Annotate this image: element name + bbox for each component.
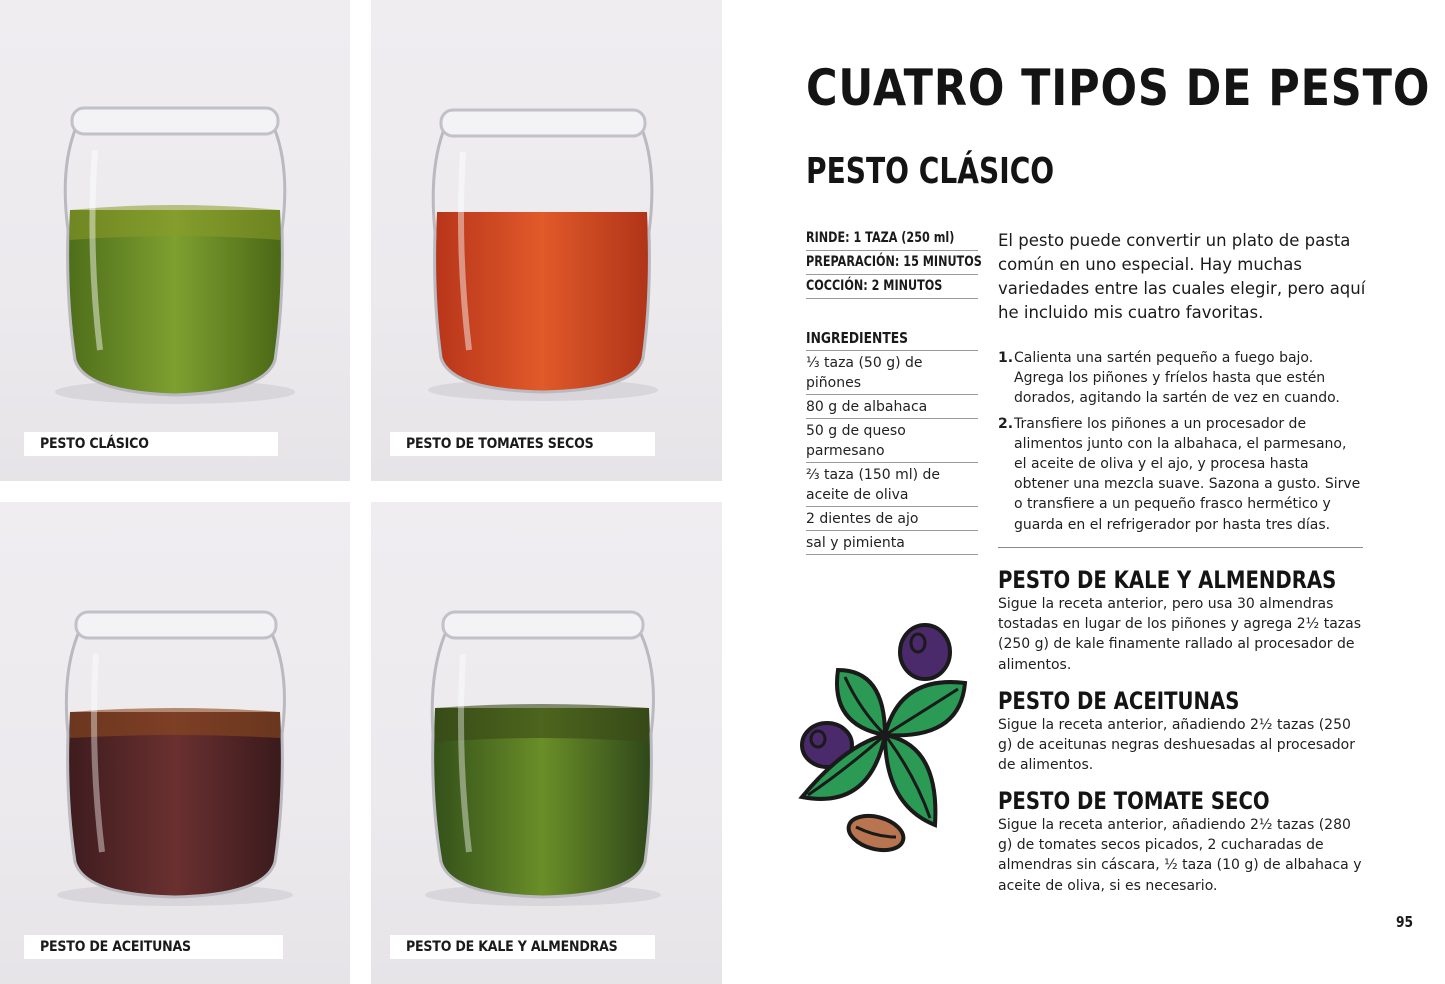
step-number: 2. bbox=[998, 415, 1014, 432]
step-item bbox=[998, 414, 1363, 535]
basil-olive-illustration bbox=[790, 615, 975, 855]
almond-icon bbox=[845, 810, 907, 855]
jar-kale-pesto bbox=[371, 502, 722, 984]
meta-prep-time: PREPARACIÓN: 15 MINUTOS bbox=[806, 251, 978, 275]
variant-text: Sigue la receta anterior, pero usa 30 almendras tostadas en lugar de los piñones y agrega 2½ tazas (250 g) de kale finamente rallado al procesador de alimentos. bbox=[998, 596, 1361, 673]
ingredient-item: 50 g de queso parmesano bbox=[806, 419, 978, 463]
caption-tomato-pesto: PESTO DE TOMATES SECOS bbox=[390, 432, 655, 456]
jar-olive-pesto bbox=[0, 502, 350, 984]
variant-title: PESTO DE KALE Y ALMENDRAS bbox=[998, 566, 1337, 594]
photo-kale-pesto bbox=[371, 502, 722, 984]
method-steps bbox=[998, 348, 1363, 540]
page-number: 95 bbox=[1396, 913, 1414, 931]
photo-classic-pesto bbox=[0, 0, 350, 481]
variant-text: Sigue la receta anterior, añadiendo 2½ tazas (280 g) de tomates secos picados, 2 cucharadas de almendras sin cáscara, ½ taza (10 g) de albahaca y aceite de oliva, si es necesario. bbox=[998, 817, 1362, 894]
olive-icon bbox=[900, 625, 950, 679]
meta-cook-time: COCCIÓN: 2 MINUTOS bbox=[806, 275, 978, 299]
variant-title: PESTO DE TOMATE SECO bbox=[998, 787, 1270, 815]
variant-olive bbox=[998, 687, 1368, 776]
photo-olive-pesto bbox=[0, 502, 350, 984]
caption-classic-pesto: PESTO CLÁSICO bbox=[24, 432, 278, 456]
photo-tomato-pesto bbox=[371, 0, 722, 481]
caption-olive-pesto: PESTO DE ACEITUNAS bbox=[24, 935, 283, 959]
jar-tomato-pesto bbox=[371, 0, 722, 481]
ingredient-item: 80 g de albahaca bbox=[806, 395, 978, 419]
intro-paragraph: El pesto puede convertir un plato de pasta común en uno especial. Hay muchas variedades entre las cuales elegir, pero aquí he incluido mis cuatro favoritas. bbox=[998, 231, 1366, 322]
ingredient-item: ⅔ taza (150 ml) de aceite de oliva bbox=[806, 463, 978, 507]
ingredient-item: 2 dientes de ajo bbox=[806, 507, 978, 531]
variant-text: Sigue la receta anterior, añadiendo 2½ tazas (250 g) de aceitunas negras deshuesadas al procesador de alimentos. bbox=[998, 717, 1355, 774]
page-title: CUATRO TIPOS DE PESTO bbox=[806, 59, 1431, 117]
section-divider bbox=[998, 547, 1363, 548]
ingredient-item: ⅓ taza (50 g) de piñones bbox=[806, 351, 978, 395]
meta-yield: RINDE: 1 TAZA (250 ml) bbox=[806, 227, 978, 251]
recipe-title: PESTO CLÁSICO bbox=[806, 151, 1055, 192]
step-text: Transfiere los piñones a un procesador de alimentos junto con la albahaca, el parmesano, el aceite de oliva y el ajo, y procesa hasta obtener una mezcla suave. Sazona a gusto. Sirve o transfiere a un pequeño frasco hermético y guarda en el refrigerador por hasta tres días. bbox=[1014, 415, 1361, 533]
variant-kale bbox=[998, 566, 1368, 675]
step-item bbox=[998, 348, 1363, 409]
step-text: Calienta una sartén pequeño a fuego bajo. Agrega los piñones y fríelos hasta que estén dorados, agitando la sartén de vez en cuando. bbox=[1014, 350, 1340, 407]
step-number: 1. bbox=[998, 350, 1014, 366]
ingredients-heading: INGREDIENTES bbox=[806, 329, 908, 347]
caption-kale-pesto: PESTO DE KALE Y ALMENDRAS bbox=[390, 935, 655, 959]
ingredient-item: sal y pimienta bbox=[806, 531, 978, 555]
recipe-meta bbox=[806, 227, 982, 299]
variant-title: PESTO DE ACEITUNAS bbox=[998, 687, 1240, 715]
ingredients-list bbox=[806, 350, 978, 555]
variant-sundried-tomato bbox=[998, 787, 1368, 896]
jar-classic-pesto bbox=[0, 0, 350, 481]
